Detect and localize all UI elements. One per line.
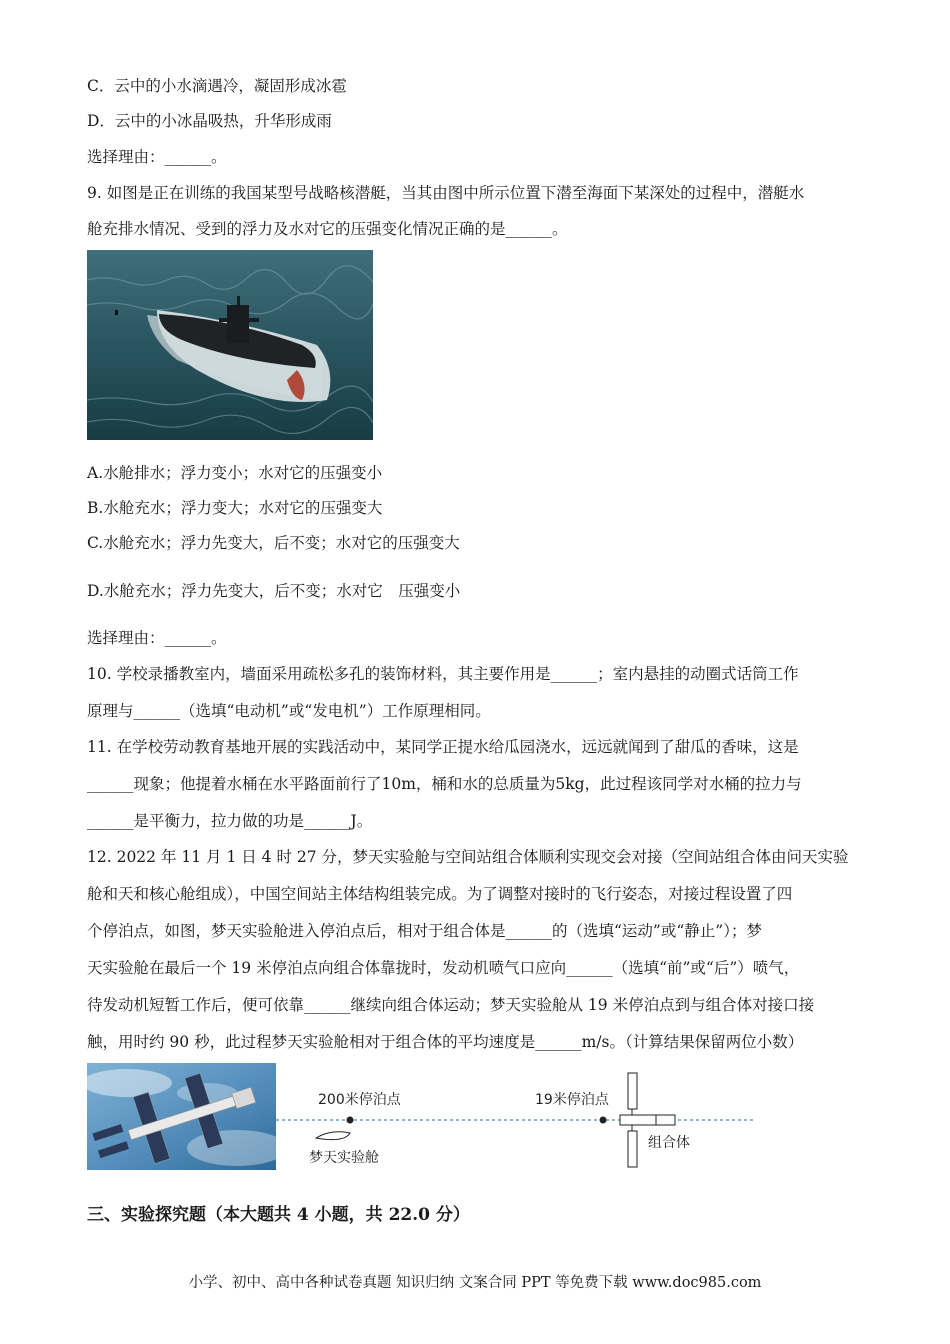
question-9-line1: 9. 如图是正在训练的我国某型号战略核潜艇，当其由图中所示位置下潜至海面下某深处的过程中，潜艇水 xyxy=(87,184,805,202)
question-11-line3: ______是平衡力，拉力做的功是______J。 xyxy=(87,812,373,830)
option-d-q8: D．云中的小冰晶吸热，升华形成雨 xyxy=(87,112,332,130)
question-12-line4: 天实验舱在最后一个 19 米停泊点向组合体靠拢时，发动机喷气口应向______（选填“前”或“后”）喷气， xyxy=(87,959,800,977)
submarine-photo xyxy=(87,250,373,440)
label-combined-station: 组合体 xyxy=(648,1135,690,1151)
label-19m-point: 19米停泊点 xyxy=(535,1092,609,1108)
question-11-line1: 11. 在学校劳动教育基地开展的实践活动中，某同学正提水给瓜园浇水，远远就闻到了甜瓜的香味，这是 xyxy=(87,738,799,756)
option-c-q8: C．云中的小水滴遇冷，凝固形成冰雹 xyxy=(87,77,347,95)
space-station-photo xyxy=(87,1063,276,1170)
question-10-line1: 10. 学校录播教室内，墙面采用疏松多孔的装饰材料，其主要作用是______；室内悬挂的动圈式话筒工作 xyxy=(87,665,799,683)
question-10-line2: 原理与______（选填“电动机”或“发电机”）工作原理相同。 xyxy=(87,702,491,720)
question-12-line1: 12. 2022 年 11 月 1 日 4 时 27 分，梦天实验舱与空间站组合体顺利实现交会对接（空间站组合体由问天实验 xyxy=(87,848,849,866)
option-c-q9: C.水舱充水；浮力先变大，后不变；水对它的压强变大 xyxy=(87,534,460,552)
reason-q8: 选择理由：______。 xyxy=(87,148,227,166)
question-11-line2: ______现象；他提着水桶在水平路面前行了10m，桶和水的总质量为5kg，此过程该同学对水桶的拉力与 xyxy=(87,775,802,793)
question-12-line6: 触，用时约 90 秒，此过程梦天实验舱相对于组合体的平均速度是______m/s。（计算结果保留两位小数） xyxy=(87,1033,804,1051)
berth-point-19m xyxy=(600,1117,607,1124)
question-12-line3: 个停泊点，如图，梦天实验舱进入停泊点后，相对于组合体是______的（选填“运动”或“静止”）；梦 xyxy=(87,922,762,940)
berth-point-200m xyxy=(347,1117,354,1124)
section-title: 三、实验探究题（本大题共 4 小题，共 22.0 分） xyxy=(87,1205,470,1225)
combined-station-shape xyxy=(620,1073,675,1167)
question-12-line5: 待发动机短暂工作后，便可依靠______继续向组合体运动；梦天实验舱从 19 米停泊点到与组合体对接口接 xyxy=(87,996,815,1014)
page-footer: 小学、初中、高中各种试卷真题 知识归纳 文案合同 PPT 等免费下载 www.doc985.com xyxy=(188,1275,762,1291)
label-mengtian-module: 梦天实验舱 xyxy=(309,1150,379,1166)
option-a-q9: A.水舱排水；浮力变小；水对它的压强变小 xyxy=(87,464,383,482)
question-12-line2: 舱和天和核心舱组成），中国空间站主体结构组装完成。为了调整对接时的飞行姿态，对接过程设置了四 xyxy=(87,885,793,903)
mengtian-module-shape xyxy=(316,1132,350,1140)
question-9-line2: 舱充排水情况、受到的浮力及水对它的压强变化情况正确的是______。 xyxy=(87,220,568,238)
option-b-q9: B.水舱充水；浮力变大；水对它的压强变大 xyxy=(87,499,383,517)
option-d-q9: D.水舱充水；浮力先变大，后不变；水对它 压强变小 xyxy=(87,582,461,600)
reason-q9: 选择理由：______。 xyxy=(87,629,227,647)
docking-diagram xyxy=(276,1063,766,1178)
label-200m-point: 200米停泊点 xyxy=(318,1092,401,1108)
